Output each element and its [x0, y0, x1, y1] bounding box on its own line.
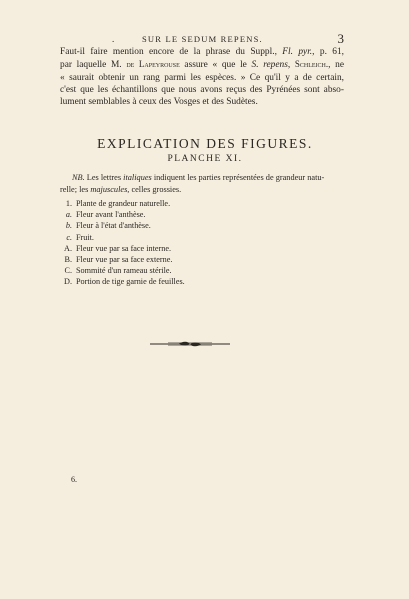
paragraph-line: c'est que les échantillons que nous avons reçus des Pyrénées sont abso- [60, 84, 344, 95]
nb-line: NB. Les lettres italiques indiquent les parties représentées de grandeur natu- [72, 173, 325, 182]
legend-item [60, 232, 300, 243]
legend-key: A. [64, 243, 72, 253]
legend-key: c. [66, 232, 72, 242]
running-header [60, 33, 346, 47]
legend-item [60, 254, 300, 265]
legend-item [60, 265, 300, 276]
legend-text: Portion de tige garnie de feuilles. [76, 277, 185, 287]
legend-key: b. [65, 221, 72, 231]
legend-key: B. [64, 255, 72, 265]
legend-text: Fleur avant l'anthèse. [76, 210, 146, 220]
legend-key: a. [65, 210, 72, 220]
running-title: SUR LE SEDUM REPENS. [142, 34, 263, 44]
legend-text: Plante de grandeur naturelle. [76, 199, 171, 208]
plate-title: PLANCHE XI. [167, 154, 243, 164]
nb-line: relle; les majuscules, celles grossies. [60, 184, 182, 194]
header-dot: . [112, 34, 115, 44]
nb-note [60, 172, 350, 195]
legend-item [60, 198, 300, 209]
legend-item [60, 243, 300, 254]
figure-legend [60, 198, 300, 288]
intro-paragraph [60, 46, 344, 108]
legend-key: D. [64, 277, 72, 287]
legend-key: 1. [65, 199, 72, 208]
paragraph-line: lument semblables à ceux des Vosges et des Sudètes. [60, 97, 258, 108]
signature-mark: 6. [71, 475, 77, 484]
legend-key: C. [64, 266, 72, 276]
legend-text: Sommité d'un rameau stérile. [76, 266, 172, 276]
legend-text: Fruit. [76, 232, 94, 242]
paragraph-line: Faut-il faire mention encore de la phrase du Suppl., Fl. pyr., p. 61, [60, 47, 345, 57]
ornament-rule [150, 340, 230, 348]
legend-text: Fleur vue par sa face externe. [76, 255, 173, 265]
paragraph-line: « saurait obtenir un rang parmi les espèces. » Ce qu'il y a de certain, [60, 72, 344, 83]
page-number: 3 [337, 31, 344, 46]
section-title: EXPLICATION DES FIGURES. [97, 136, 313, 151]
paragraph-line: par laquelle M. de Lapeyrouse assure « que le S. repens, Schleich., ne [60, 59, 344, 71]
legend-text: Fleur à l'état d'anthèse. [76, 221, 151, 231]
legend-item [60, 220, 300, 231]
legend-text: Fleur vue par sa face interne. [76, 243, 172, 253]
legend-item [60, 209, 300, 220]
legend-item [60, 276, 300, 287]
